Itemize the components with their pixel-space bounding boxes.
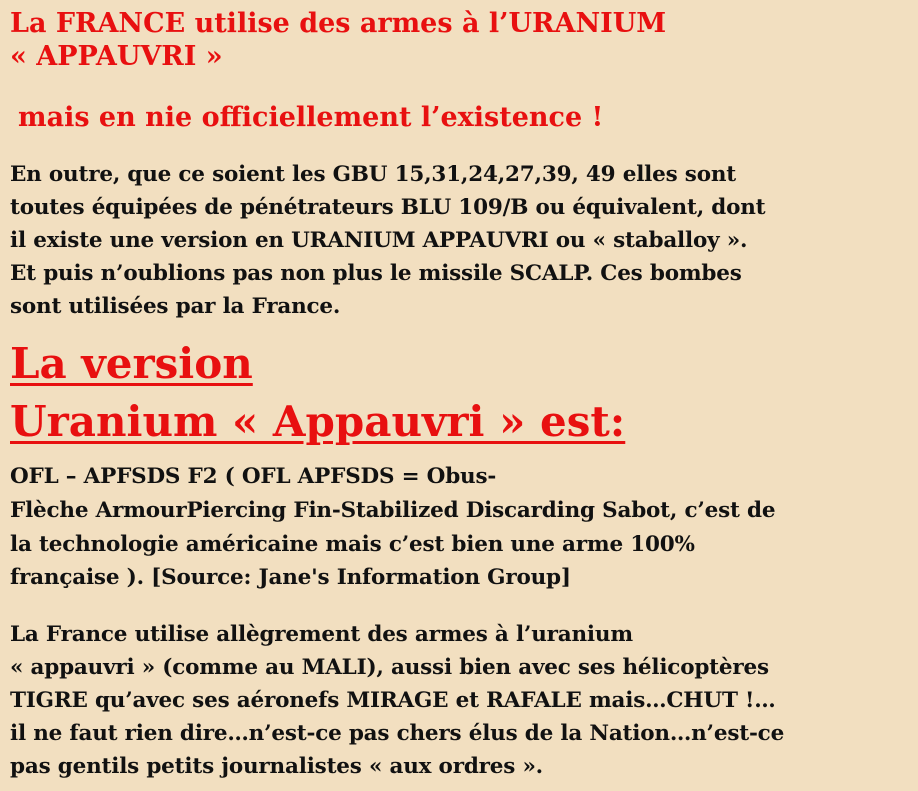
- paragraph-2-line: française ). [Source: Jane's Information Group]: [10, 565, 571, 590]
- paragraph-3-line: il ne faut rien dire…n’est-ce pas chers élus de la Nation…n’est-ce: [10, 721, 785, 746]
- headline-line-2: « APPAUVRI »: [10, 41, 223, 72]
- paragraph-1-line: sont utilisées par la France.: [10, 294, 341, 319]
- paragraph-1-line: En outre, que ce soient les GBU 15,31,24,27,39, 49 elles sont: [10, 162, 737, 187]
- paragraph-1-line: toutes équipées de pénétrateurs BLU 109/B ou équivalent, dont: [10, 195, 766, 220]
- paragraph-2-line: la technologie américaine mais c’est bien une arme 100%: [10, 532, 695, 557]
- paragraph-3-line: TIGRE qu’avec ses aéronefs MIRAGE et RAFALE mais…CHUT !…: [10, 688, 776, 713]
- headline-line-3: mais en nie officiellement l’existence !: [18, 102, 604, 133]
- paragraph-1-line: Et puis n’oublions pas non plus le missile SCALP. Ces bombes: [10, 261, 742, 286]
- paragraph-2-line: OFL – APFSDS F2 ( OFL APFSDS = Obus-: [10, 464, 497, 489]
- paragraph-3-line: La France utilise allègrement des armes à l’uranium: [10, 622, 633, 647]
- paragraph-1-line: il existe une version en URANIUM APPAUVRI ou « staballoy ».: [10, 228, 748, 253]
- subheading-line-1: La version: [10, 339, 253, 388]
- paragraph-3-line: pas gentils petits journalistes « aux ordres ».: [10, 754, 543, 779]
- paragraph-2-line: Flèche ArmourPiercing Fin-Stabilized Discarding Sabot, c’est de: [10, 498, 776, 523]
- subheading-line-2: Uranium « Appauvri » est:: [10, 397, 626, 446]
- headline-line-1: La FRANCE utilise des armes à l’URANIUM: [10, 8, 667, 39]
- paragraph-3-line: « appauvri » (comme au MALI), aussi bien avec ses hélicoptères: [10, 655, 769, 680]
